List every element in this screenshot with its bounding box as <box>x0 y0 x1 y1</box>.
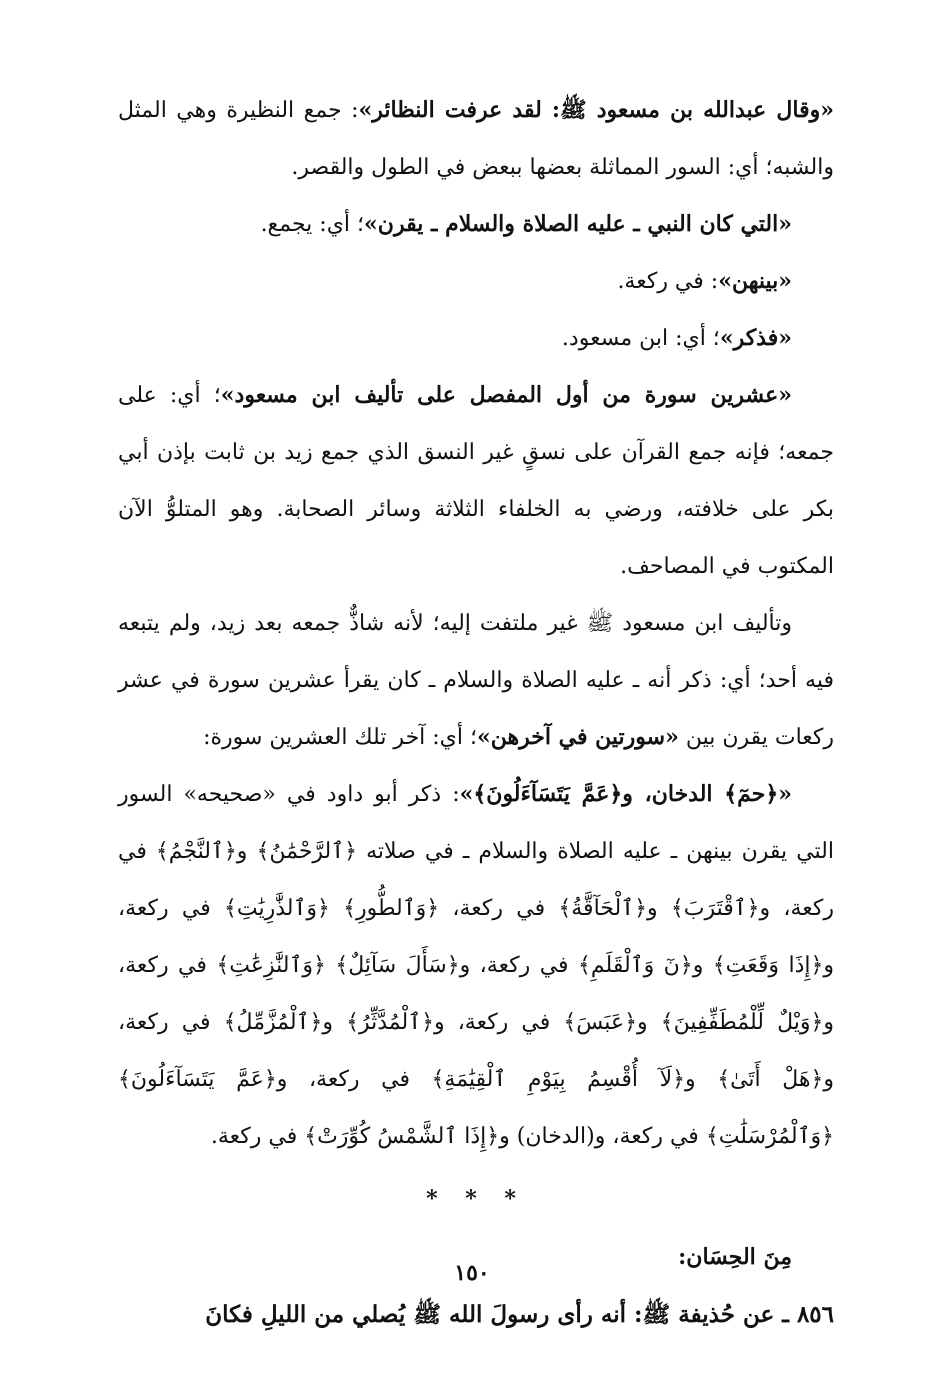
paragraph-text: : ذكر أبو داود في «صحيحه» السور التي يقرن بينهن ـ عليه الصلاة والسلام ـ في صلاته ﴿ٱلرَّحْمَٰنُ﴾ و﴿ٱلنَّجْمُ﴾ في ركعة، و﴿ٱقْتَرَبَ﴾ و﴿ٱلْحَآقَّةُ﴾ في ركعة، ﴿وَٱلطُّورِ﴾ ﴿وَٱلذَّٰرِيَٰتِ﴾ في ركعة، و﴿إِذَا وَقَعَتِ﴾ و﴿نٓ وَٱلْقَلَمِ﴾ في ركعة، و﴿سَأَلَ سَآئِلٌ﴾ ﴿وَٱلنَّٰزِعَٰتِ﴾ في ركعة، و﴿وَيْلٌ لِّلْمُطَفِّفِينَ﴾ و﴿عَبَسَ﴾ في ركعة، و﴿ٱلْمُدَّثِّرُ﴾ و﴿ٱلْمُزَّمِّلُ﴾ في ركعة، و﴿هَلْ أَتَىٰ﴾ و﴿لَآ أُقْسِمُ بِيَوْمِ ٱلْقِيَٰمَةِ﴾ في ركعة، و﴿عَمَّ يَتَسَآءَلُونَ﴾ ﴿وَٱلْمُرْسَلَٰتِ﴾ في ركعة، و(الدخان) و﴿إِذَا ٱلشَّمْسُ كُوِّرَتْ﴾ في ركعة. <box>118 782 834 1149</box>
bold-lead: «بينهن» <box>718 268 792 294</box>
page-number: ١٥٠ <box>454 1260 490 1286</box>
paragraph-text: ؛ أي: على جمعه؛ فإنه جمع القرآن على نسقٍ غير النسق الذي جمع زيد بن ثابت بإذن أبي بكر على خلافته، ورضي به الخلفاء الثلاثة وسائر الصحابة. وهو المتلوُّ الآن المكتوب في المصاحف. <box>118 383 834 579</box>
hadith-line: ٨٥٦ ـ عن حُذيفة ﷺ: أنه رأى رسولَ الله ﷺ يُصلي من الليلِ فكانَ <box>205 1301 834 1328</box>
paragraph-6 <box>118 595 834 766</box>
paragraph-1 <box>118 82 834 196</box>
paragraph-text: : جمع النظيرة وهي المثل والشبه؛ أي: السور المماثلة بعضها ببعض في الطول والقصر. <box>118 98 834 180</box>
paragraph-text: وتأليف ابن مسعود ﷺ غير ملتفت إليه؛ لأنه شاذٌّ جمعه بعد زيد، ولم يتبعه فيه أحد؛ أي: ذكر أنه ـ عليه الصلاة والسلام ـ كان يقرأ عشرين سورة في عشر ركعات يقرن بين <box>118 611 834 750</box>
paragraph-4 <box>118 310 834 367</box>
paragraph-7 <box>118 766 834 1165</box>
paragraph-text: ؛ أي: يجمع. <box>260 212 365 237</box>
paragraph-text: ؛ أي: ابن مسعود. <box>561 326 720 351</box>
bold-lead: «وقال عبدالله بن مسعود ﷺ: لقد عرفت النظائر» <box>358 97 834 123</box>
paragraph-2 <box>118 196 834 253</box>
paragraph-3 <box>118 253 834 310</box>
paragraph-5 <box>118 367 834 595</box>
bold-lead: «﴿حمٓ﴾ الدخان، و﴿عَمَّ يَتَسَآءَلُونَ﴾» <box>459 781 792 807</box>
bold-lead: «التي كان النبي ـ عليه الصلاة والسلام ـ يقرن» <box>364 211 792 237</box>
bold-lead: «سورتين في آخرهن» <box>477 724 679 750</box>
section-title: مِنَ الحِسَان: <box>678 1244 792 1270</box>
paragraph-text: ؛ أي: آخر تلك العشرين سورة: <box>203 725 478 750</box>
section-separator: * * * <box>426 1186 526 1212</box>
paragraph-text: : في ركعة. <box>617 269 719 294</box>
bold-lead: «فذكر» <box>719 325 792 351</box>
page-body <box>118 82 834 1343</box>
bold-lead: «عشرين سورة من أول المفصل على تأليف ابن مسعود» <box>220 382 792 408</box>
